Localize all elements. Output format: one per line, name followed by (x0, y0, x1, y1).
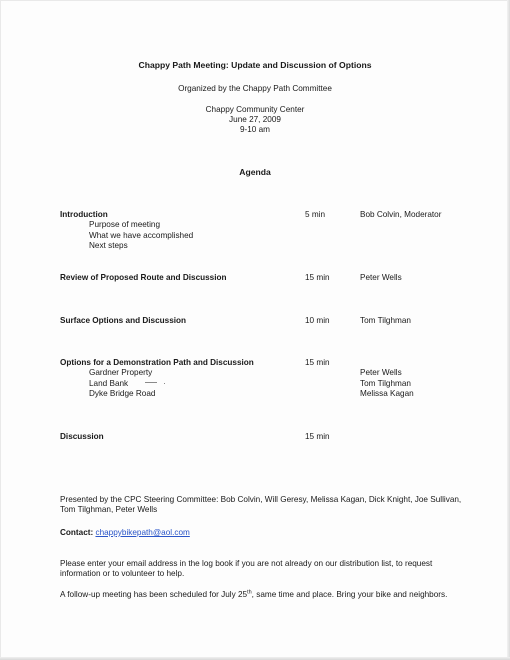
pen-mark (145, 382, 157, 383)
agenda-item-title: Options for a Demonstration Path and Discussion (60, 358, 254, 367)
agenda-subitem: Dyke Bridge Road (89, 389, 156, 399)
agenda-subitem: Gardner Property (89, 368, 153, 378)
date: June 27, 2009 (229, 115, 281, 125)
followup-paragraph (60, 590, 470, 600)
location: Chappy Community Center (205, 105, 305, 114)
agenda-item-title: Discussion (60, 432, 104, 441)
log-book-paragraph: Please enter your email address in the log book if you are not already on our distribution list, to request information or to volunteer to help. (60, 559, 433, 579)
agenda-item-presenters (360, 368, 414, 399)
presented-by-paragraph: Presented by the CPC Steering Committee: Bob Colvin, Will Geresy, Melissa Kagan, Dick Knight, Joe Sullivan, Tom Tilghman, Peter Wells (60, 495, 462, 515)
agenda-item-duration: 15 min (305, 273, 330, 282)
followup-text: A follow-up meeting has been scheduled for July 25 (60, 590, 248, 599)
agenda-subitem: Next steps (89, 241, 128, 251)
agenda-item-title: Surface Options and Discussion (60, 316, 187, 325)
agenda-item-demonstration-path (60, 358, 254, 400)
agenda-item-introduction (60, 210, 193, 252)
agenda-heading: Agenda (239, 167, 271, 177)
agenda-subitem: Land Bank (89, 378, 129, 388)
agenda-item-presenter: Melissa Kagan (360, 389, 414, 399)
time: 9-10 am (239, 125, 271, 135)
agenda-item-duration: 15 min (305, 358, 330, 367)
meeting-title: Chappy Path Meeting: Update and Discussion of Options (138, 60, 372, 70)
agenda-item-presenter: Peter Wells (360, 273, 402, 282)
agenda-item-presenter: Peter Wells (360, 368, 402, 378)
agenda-item-title: Review of Proposed Route and Discussion (60, 273, 227, 282)
agenda-item-route-review (60, 273, 227, 283)
agenda-subitem: What we have accomplished (89, 230, 194, 240)
agenda-item-presenter: Tom Tilghman (360, 378, 411, 388)
agenda-item-presenter: Bob Colvin, Moderator (360, 210, 442, 219)
agenda-item-presenter: Tom Tilghman (360, 316, 411, 325)
agenda-item-surface-options (60, 316, 186, 326)
organizer-line: Organized by the Chappy Path Committee (178, 84, 332, 93)
followup-text-end: , same time and place. Bring your bike and neighbors. (251, 590, 448, 599)
contact-email-link[interactable]: chappybikepath@aol.com (95, 528, 190, 537)
followup-superscript: th (247, 589, 252, 596)
agenda-item-duration: 5 min (305, 210, 326, 219)
agenda-item-title: Introduction (60, 210, 108, 219)
agenda-subitem: Purpose of meeting (89, 220, 161, 230)
contact-line (60, 528, 470, 538)
agenda-item-discussion (60, 432, 104, 442)
venue-block (0, 105, 510, 136)
pen-dot (164, 383, 165, 384)
agenda-item-duration: 15 min (305, 432, 330, 441)
contact-label: Contact: (60, 528, 94, 537)
agenda-item-duration: 10 min (305, 316, 330, 325)
